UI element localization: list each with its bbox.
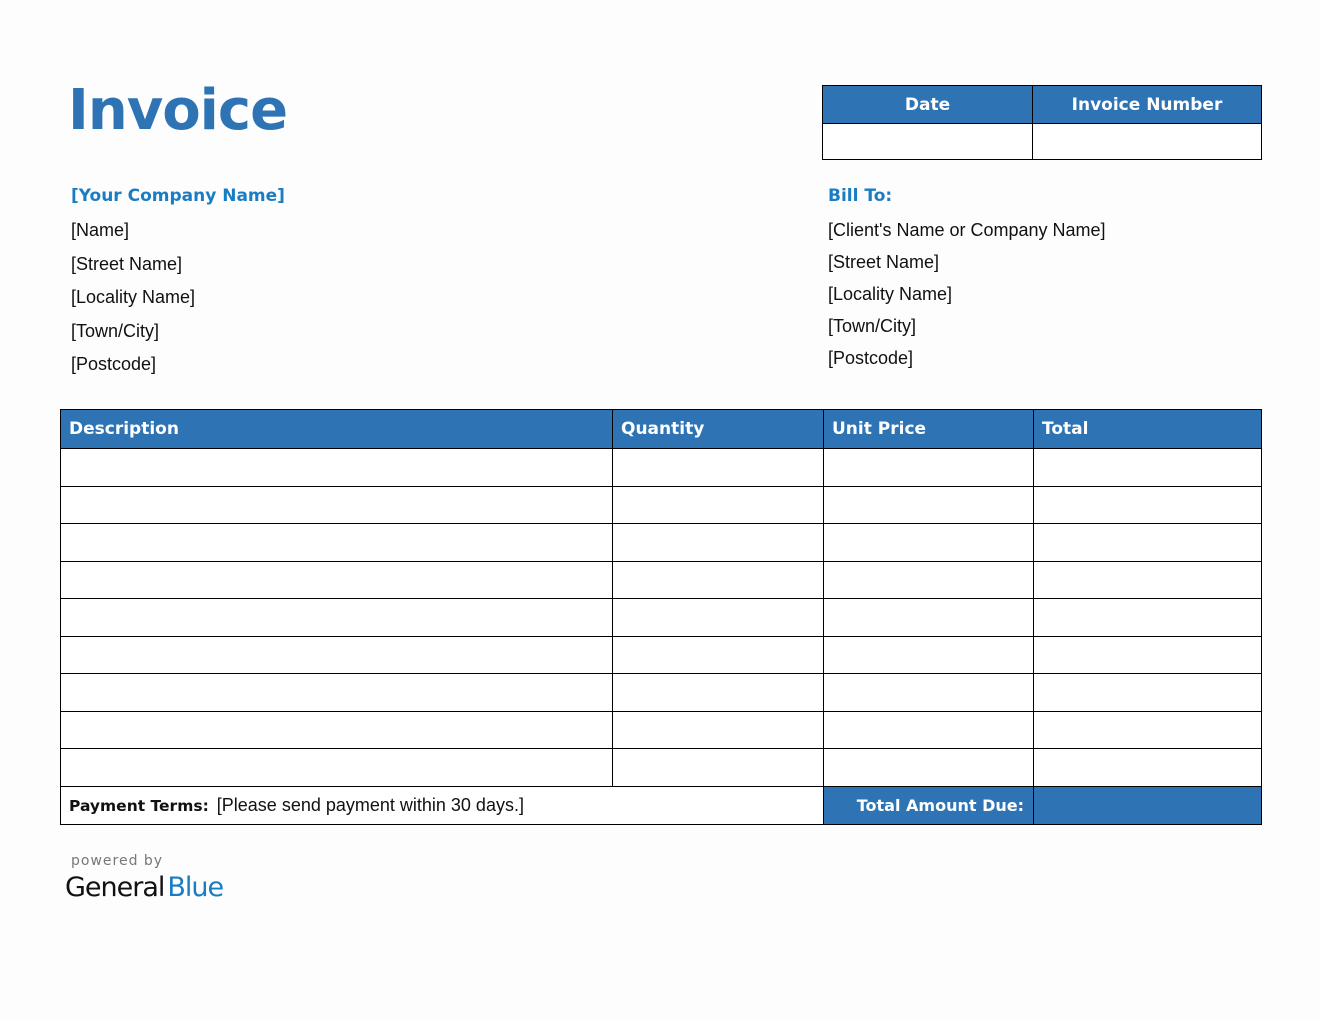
invoice-meta-table: [822, 85, 1262, 160]
cell-unit-price[interactable]: [824, 486, 1034, 524]
cell-description[interactable]: [61, 749, 613, 787]
cell-description[interactable]: [61, 711, 613, 749]
company-block: [71, 184, 285, 382]
client-street[interactable]: [Street Name]: [828, 252, 940, 272]
client-town[interactable]: [Town/City]: [828, 316, 917, 336]
cell-total[interactable]: [1034, 449, 1262, 487]
cell-description[interactable]: [61, 486, 613, 524]
cell-description[interactable]: [61, 561, 613, 599]
cell-total[interactable]: [1034, 561, 1262, 599]
company-street[interactable]: [Street Name]: [71, 253, 183, 274]
invoice-number-header: Invoice Number: [1033, 86, 1262, 124]
cell-quantity[interactable]: [613, 449, 824, 487]
cell-total[interactable]: [1034, 749, 1262, 787]
payment-terms: [61, 786, 824, 824]
cell-unit-price[interactable]: [824, 561, 1034, 599]
table-row: [61, 561, 1262, 599]
total-amount-due-label: Total Amount Due:: [824, 786, 1034, 824]
cell-total[interactable]: [1034, 711, 1262, 749]
payment-terms-value[interactable]: [Please send payment within 30 days.]: [216, 794, 524, 815]
bill-to-block: [828, 184, 1106, 374]
column-header-description: Description: [61, 410, 613, 449]
cell-unit-price[interactable]: [824, 711, 1034, 749]
table-row: [61, 524, 1262, 562]
cell-quantity[interactable]: [613, 561, 824, 599]
company-contact-name[interactable]: [Name]: [71, 220, 130, 240]
cell-description[interactable]: [61, 449, 613, 487]
generalblue-logo[interactable]: [65, 872, 223, 903]
cell-total[interactable]: [1034, 524, 1262, 562]
cell-unit-price[interactable]: [824, 449, 1034, 487]
column-header-quantity: Quantity: [613, 410, 824, 449]
cell-total[interactable]: [1034, 674, 1262, 712]
cell-unit-price[interactable]: [824, 524, 1034, 562]
cell-description[interactable]: [61, 636, 613, 674]
total-amount-due-value[interactable]: [1034, 786, 1262, 824]
table-row: [61, 449, 1262, 487]
company-town[interactable]: [Town/City]: [71, 320, 160, 341]
cell-unit-price[interactable]: [824, 749, 1034, 787]
company-locality[interactable]: [Locality Name]: [71, 287, 196, 307]
cell-description[interactable]: [61, 599, 613, 637]
company-name[interactable]: [Your Company Name]: [71, 186, 285, 206]
date-header: Date: [823, 86, 1033, 124]
cell-total[interactable]: [1034, 636, 1262, 674]
cell-quantity[interactable]: [613, 486, 824, 524]
cell-quantity[interactable]: [613, 749, 824, 787]
table-row: [61, 486, 1262, 524]
date-field[interactable]: [823, 124, 1033, 160]
table-row: [61, 674, 1262, 712]
column-header-total: Total: [1034, 410, 1262, 449]
client-name[interactable]: [Client's Name or Company Name]: [828, 220, 1106, 240]
client-postcode[interactable]: [Postcode]: [828, 348, 914, 368]
cell-quantity[interactable]: [613, 524, 824, 562]
cell-total[interactable]: [1034, 486, 1262, 524]
cell-unit-price[interactable]: [824, 599, 1034, 637]
cell-unit-price[interactable]: [824, 636, 1034, 674]
cell-quantity[interactable]: [613, 711, 824, 749]
table-row: [61, 711, 1262, 749]
brand-general: General: [65, 872, 165, 903]
cell-unit-price[interactable]: [824, 674, 1034, 712]
table-row: [61, 599, 1262, 637]
client-locality[interactable]: [Locality Name]: [828, 284, 953, 304]
invoice-title: Invoice: [68, 78, 288, 143]
invoice-number-field[interactable]: [1033, 124, 1262, 160]
cell-quantity[interactable]: [613, 599, 824, 637]
company-postcode[interactable]: [Postcode]: [71, 354, 157, 374]
cell-total[interactable]: [1034, 599, 1262, 637]
brand-blue: Blue: [167, 872, 224, 903]
column-header-unit-price: Unit Price: [824, 410, 1034, 449]
powered-by-text: powered by: [71, 853, 164, 869]
table-row: [61, 749, 1262, 787]
cell-quantity[interactable]: [613, 636, 824, 674]
bill-to-heading: Bill To:: [828, 186, 893, 206]
cell-description[interactable]: [61, 524, 613, 562]
cell-description[interactable]: [61, 674, 613, 712]
payment-terms-label: Payment Terms:: [69, 796, 209, 815]
table-row: [61, 636, 1262, 674]
cell-quantity[interactable]: [613, 674, 824, 712]
line-items-table: [60, 409, 1262, 825]
